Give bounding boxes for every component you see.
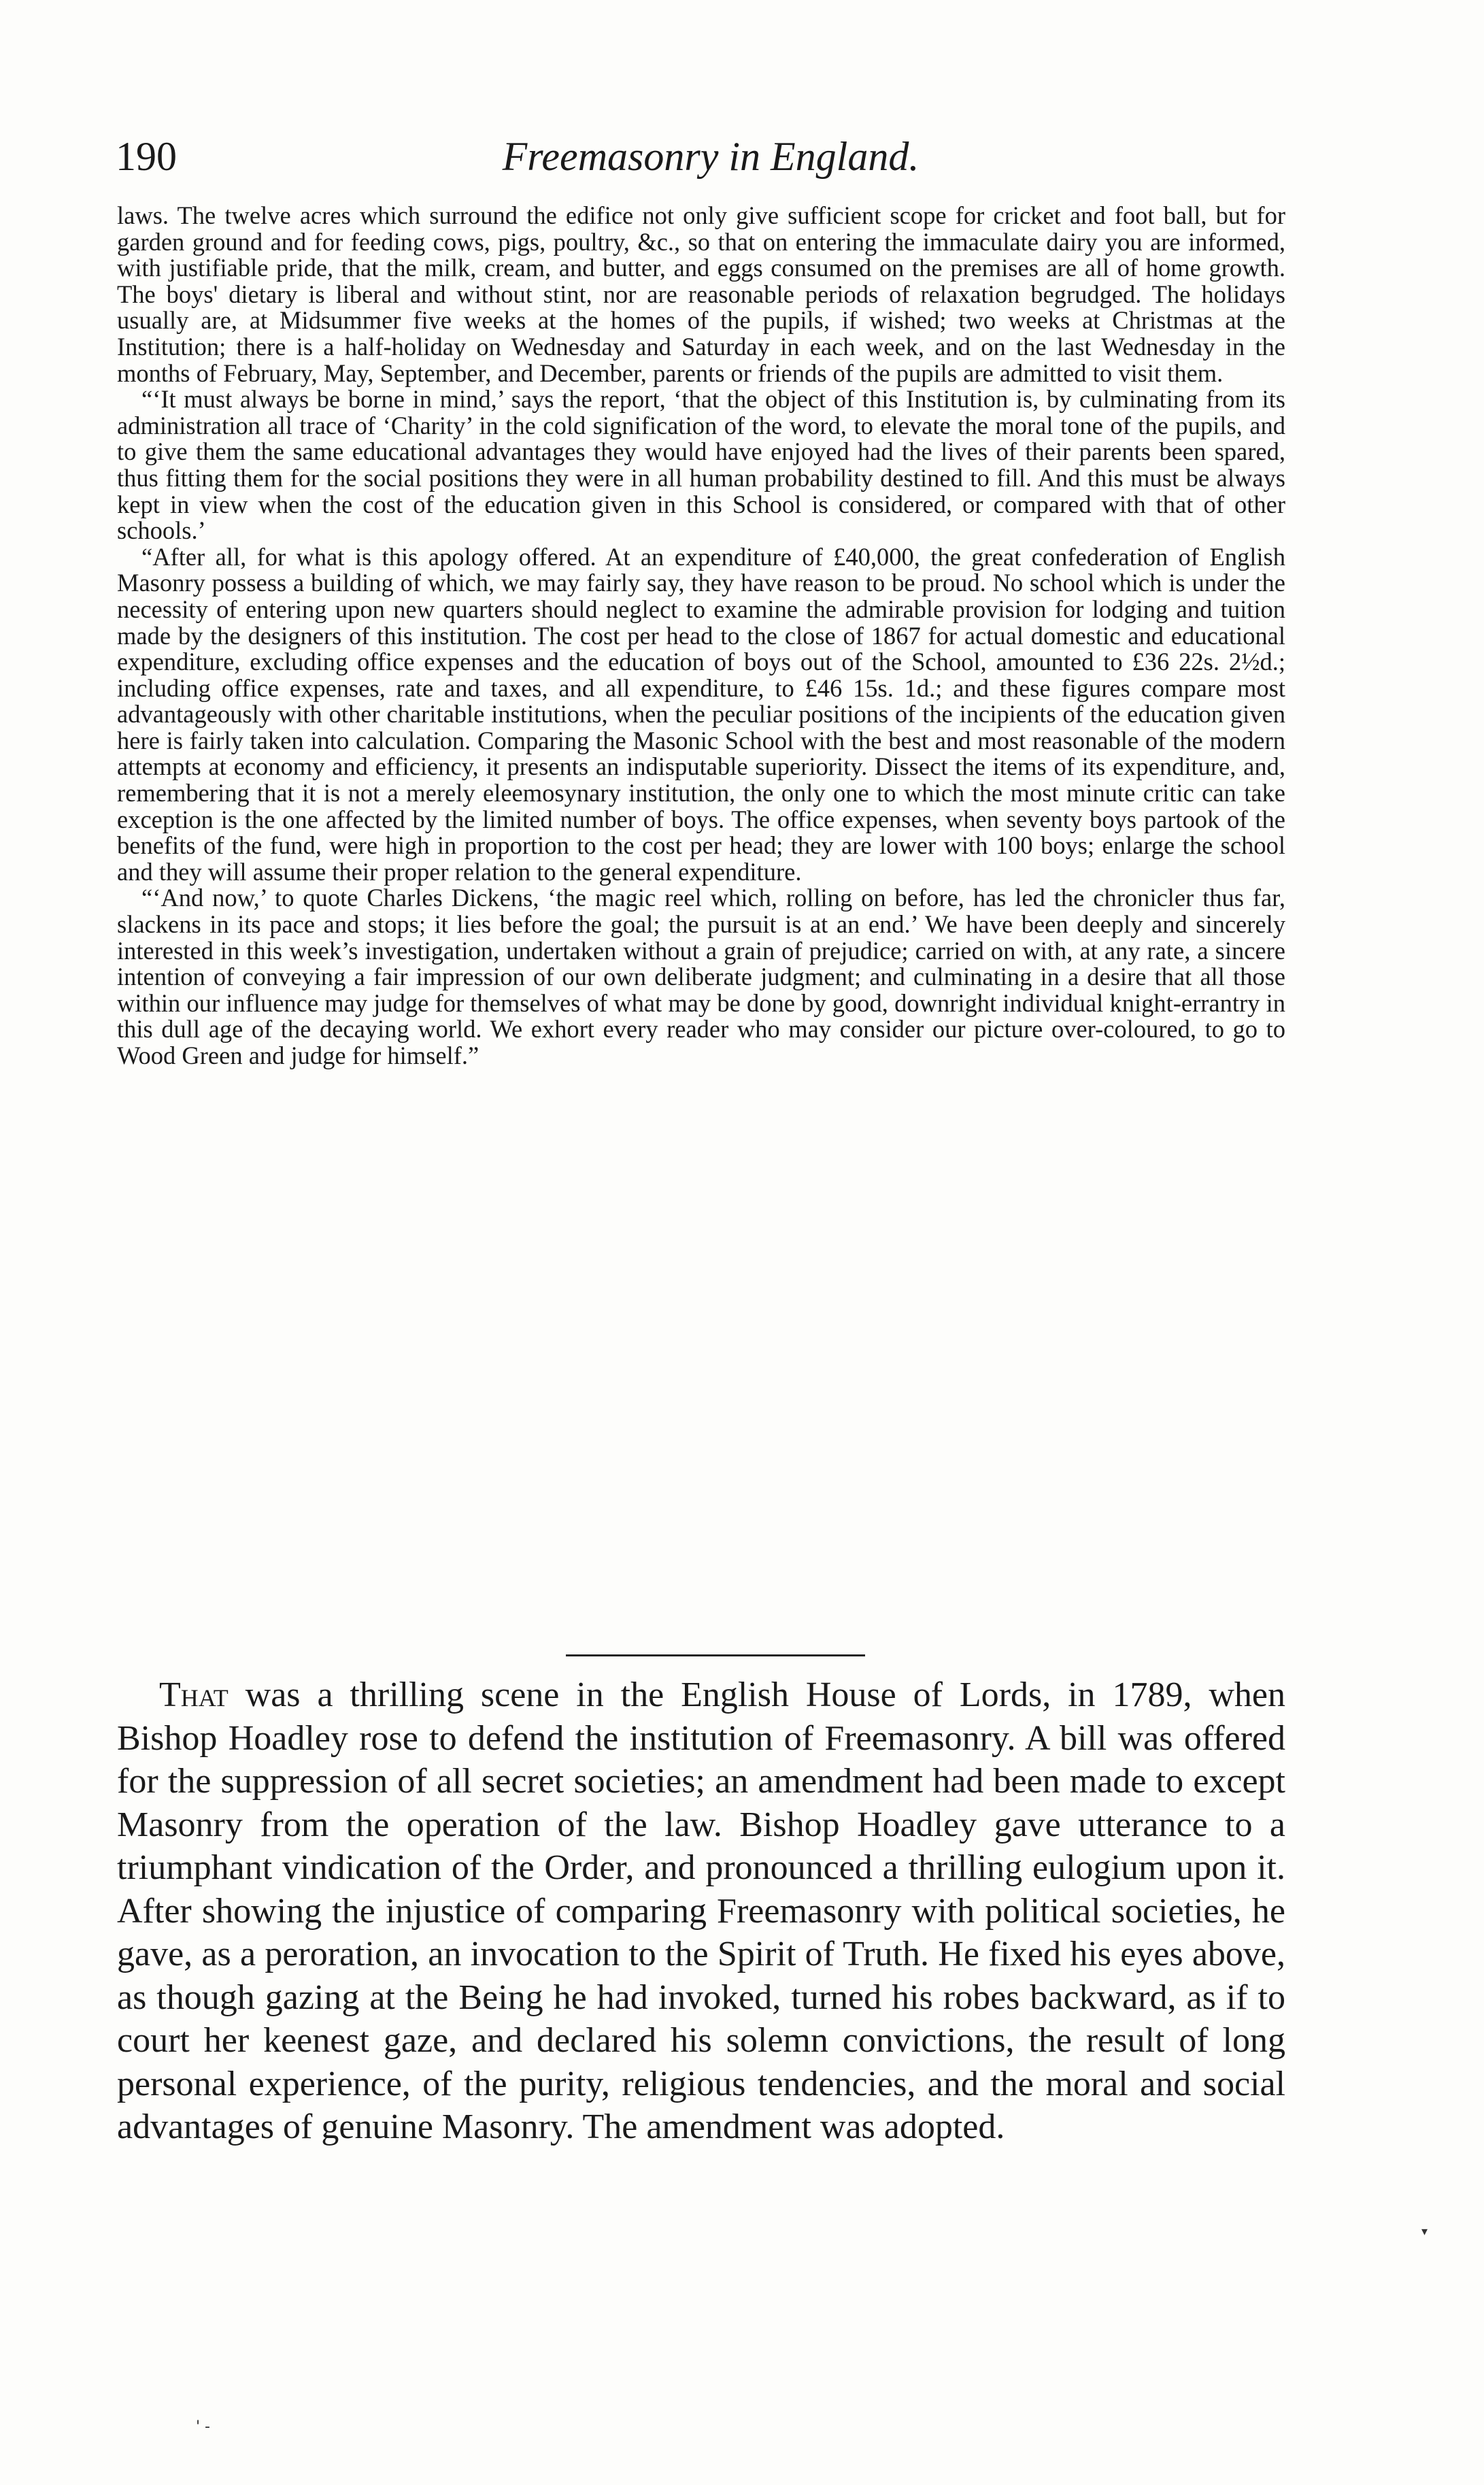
quoted-extract	[117, 203, 1285, 1069]
quoted-paragraph-1: laws. The twelve acres which surround the edifice not only give sufficient scope for cricket and foot ball, but for garden ground and for feeding cows, pigs, poultry, &c., so that on entering the immaculate dairy you are informed, with justifiable pride, that the milk, cream, and butter, and eggs consumed on the premises are all of home growth. The boys' dietary is liberal and without stint, nor are reasonable periods of relaxation begrudged. The holidays usually are, at Midsummer five weeks at the homes of the pupils, if wished; two weeks at Christmas at the Institution; there is a half-holiday on Wednesday and Saturday in each week, and on the last Wednesday in the months of February, May, September, and December, parents or friends of the pupils are admitted to visit them.	[117, 201, 1285, 387]
quoted-paragraph-4: “‘And now,’ to quote Charles Dickens, ‘the magic reel which, rolling on before, has led the chronicler thus far, slackens in its pace and stops; it lies before the goal; the pursuit is at an end.’ We have been deeply and sincerely interested in this week’s investigation, undertaken without a grain of prejudice; carried on with, at any rate, a sincere intention of conveying a fair impression of our own deliberate judgment; and culminating in a desire that all those within our influence may judge for themselves of what may be done by good, downright individual knight-errantry in this dull age of the decaying world. We exhort every reader who may consider our picture over-coloured, to go to Wood Green and judge for himself.”	[117, 884, 1285, 1069]
main-text	[117, 1673, 1285, 2149]
lead-word: That	[159, 1675, 229, 1714]
foot-mark: ' -	[196, 2418, 210, 2435]
running-title: Freemasonry in England.	[502, 134, 920, 179]
page-header	[116, 129, 1306, 184]
quoted-paragraph-3: “After all, for what is this apology offered. At an expenditure of £40,000, the great confederation of English Masonry possess a building of which, we may fairly say, they have reason to be proud. No school which is under the necessity of entering upon new quarters should neglect to examine the admirable provision for lodging and tuition made by the designers of this institution. The cost per head to the close of 1867 for actual domestic and educational expenditure, excluding office expenses and the education of boys out of the School, amounted to £36 22s. 2½d.; including office expenses, rate and taxes, and all expenditure, to £46 15s. 1d.; and these figures compare most advantageously with other charitable institutions, when the peculiar positions of the incipients of the education given here is fairly taken into calculation. Comparing the Masonic School with the best and most reasonable of the modern attempts at economy and efficiency, it presents an indisputable superiority. Dissect the items of its expenditure, and, remembering that it is not a merely eleemosynary institution, the only one to which the most minute critic can take exception is the one affected by the limited number of boys. The office expenses, when seventy boys partook of the benefits of the fund, were high in proportion to the cost per head; they are lower with 100 boys; enlarge the school and they will assume their proper relation to the general expenditure.	[117, 542, 1285, 886]
section-divider	[566, 1654, 865, 1656]
page-number: 190	[116, 134, 177, 179]
main-paragraph-body: was a thrilling scene in the English House of Lords, in 1789, when Bishop Hoadley rose to defend the institution of Freemasonry. A bill was offered for the suppression of all secret societies; an amendment had been made to except Masonry from the operation of the law. Bishop Hoadley gave utterance to a triumphant vindication of the Order, and pronounced a thrilling eulogium upon it. After showing the injustice of comparing Freemasonry with political societies, he gave, as a peroration, an invocation to the Spirit of Truth. He fixed his eyes above, as though gazing at the Being he had invoked, turned his robes backward, as if to court her keenest gaze, and declared his solemn convictions, the result of long personal experience, of the purity, religious tendencies, and the moral and social advantages of genuine Masonry. The amendment was adopted.	[117, 1675, 1285, 2146]
main-paragraph	[117, 1673, 1285, 2149]
quoted-paragraph-2: “‘It must always be borne in mind,’ says the report, ‘that the object of this Institution is, by culminating from its administration all trace of ‘Charity’ in the cold signification of the word, to elevate the moral tone of the pupils, and to give them the same educational advantages they would have enjoyed had the lives of their parents been spared, thus fitting them for the social positions they were in all human probability destined to fill. And this must be always kept in view when the cost of the education given in this School is considered, or compared with that of other schools.’	[117, 385, 1285, 545]
margin-mark: ▾	[1421, 2224, 1428, 2239]
